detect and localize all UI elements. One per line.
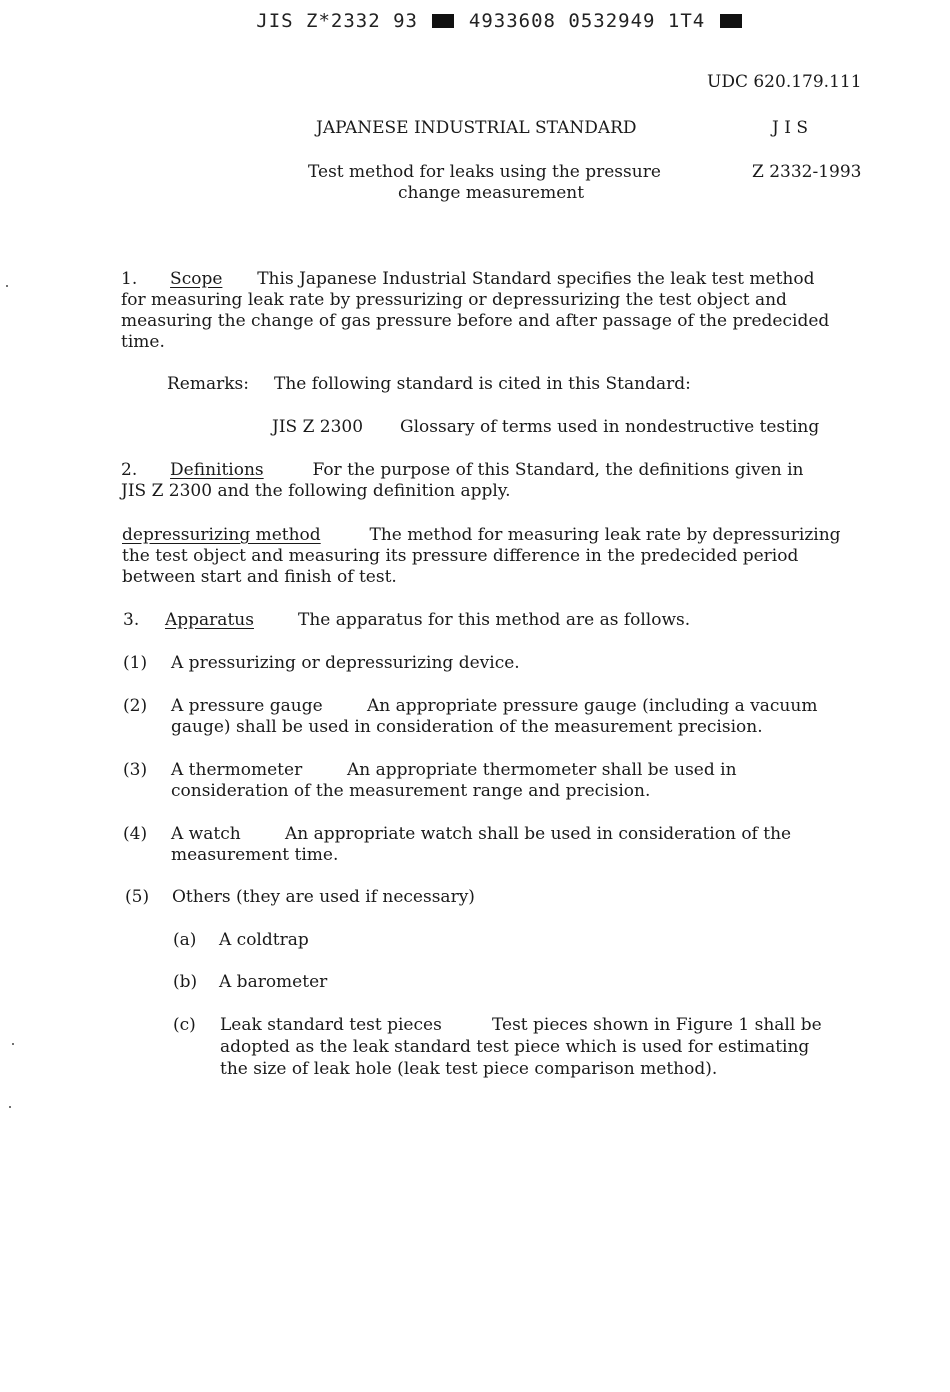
item-5-number: (5)	[125, 887, 150, 907]
section-1-number: 1.	[121, 269, 138, 289]
subitem-c-number: (c)	[173, 1015, 196, 1035]
subitem-c-title: Leak standard test pieces	[220, 1015, 442, 1035]
item-2-title: A pressure gauge	[171, 696, 323, 716]
item-3-line-2: consideration of the measurement range and precision.	[171, 781, 651, 801]
item-1-text: A pressurizing or depressurizing device.	[171, 653, 520, 673]
org-title: JAPANESE INDUSTRIAL STANDARD	[316, 118, 637, 138]
subitem-c-line-3: the size of leak hole (leak test piece comparison method).	[220, 1059, 718, 1079]
section-2-line-1	[121, 460, 803, 481]
remarks-text: The following standard is cited in this Standard:	[274, 374, 691, 394]
header-code-part2: 4933608 0532949 1T4	[468, 10, 706, 32]
definition-line-3: between start and finish of test.	[122, 567, 397, 587]
item-3-title: A thermometer	[171, 760, 303, 780]
item-1-number: (1)	[123, 653, 148, 673]
reference-code: JIS Z 2300	[272, 417, 364, 437]
header-code-part1: JIS Z*2332 93	[256, 10, 418, 32]
section-2-heading: Definitions	[170, 460, 264, 480]
item-2-number: (2)	[123, 696, 148, 716]
item-2-line-1: An appropriate pressure gauge (including a vacuum	[367, 696, 818, 716]
item-3-line-1: An appropriate thermometer shall be used in	[347, 760, 737, 780]
item-5-text: Others (they are used if necessary)	[172, 887, 475, 907]
scan-speck	[9, 1106, 11, 1108]
black-block-mark	[432, 14, 454, 28]
section-3-heading	[165, 610, 254, 631]
black-block-mark	[720, 14, 742, 28]
definition-line-2: the test object and measuring its pressure difference in the predecided period	[122, 546, 799, 566]
subitem-a-number: (a)	[173, 930, 197, 950]
section-1-line-3: measuring the change of gas pressure before and after passage of the predecided	[121, 311, 830, 331]
item-4-number: (4)	[123, 824, 148, 844]
section-1-heading: Scope	[170, 269, 223, 289]
subitem-c-line-1: Test pieces shown in Figure 1 shall be	[492, 1015, 822, 1035]
remarks-label: Remarks:	[167, 374, 249, 394]
reference-title: Glossary of terms used in nondestructive testing	[400, 417, 820, 437]
udc-number: UDC 620.179.111	[707, 72, 862, 92]
section-2-text: For the purpose of this Standard, the definitions given in	[312, 460, 804, 480]
section-1-line-4: time.	[121, 332, 165, 352]
definition-text: The method for measuring leak rate by depressurizing	[369, 525, 841, 545]
definition-term: depressurizing method	[122, 525, 321, 545]
scan-speck	[6, 285, 8, 287]
scan-speck	[12, 1043, 14, 1045]
section-3-intro: The apparatus for this method are as follows.	[298, 610, 691, 630]
section-2-line-2: JIS Z 2300 and the following definition apply.	[121, 481, 511, 501]
definition-line-1	[122, 525, 841, 546]
subitem-b-text: A barometer	[219, 972, 328, 992]
item-4-line-2: measurement time.	[171, 845, 339, 865]
section-1-line-1	[121, 269, 814, 290]
section-3-heading-text: Apparatus	[165, 610, 254, 630]
section-1-text: This Japanese Industrial Standard specifies the leak test method	[257, 269, 815, 289]
section-3-number: 3.	[123, 610, 140, 630]
subitem-c-line-2: adopted as the leak standard test piece which is used for estimating	[220, 1037, 810, 1057]
section-2-number: 2.	[121, 460, 138, 480]
scan-header-code	[0, 10, 950, 32]
item-4-title: A watch	[171, 824, 241, 844]
subitem-b-number: (b)	[173, 972, 198, 992]
section-1-line-2: for measuring leak rate by pressurizing or depressurizing the test object and	[121, 290, 787, 310]
title-line-1: Test method for leaks using the pressure	[308, 162, 661, 182]
standard-number: Z 2332-1993	[752, 162, 862, 182]
subitem-a-text: A coldtrap	[219, 930, 309, 950]
jis-mark: J I S	[772, 118, 808, 138]
item-3-number: (3)	[123, 760, 148, 780]
item-4-line-1: An appropriate watch shall be used in consideration of the	[285, 824, 792, 844]
item-2-line-2: gauge) shall be used in consideration of the measurement precision.	[171, 717, 763, 737]
title-line-2: change measurement	[398, 183, 585, 203]
